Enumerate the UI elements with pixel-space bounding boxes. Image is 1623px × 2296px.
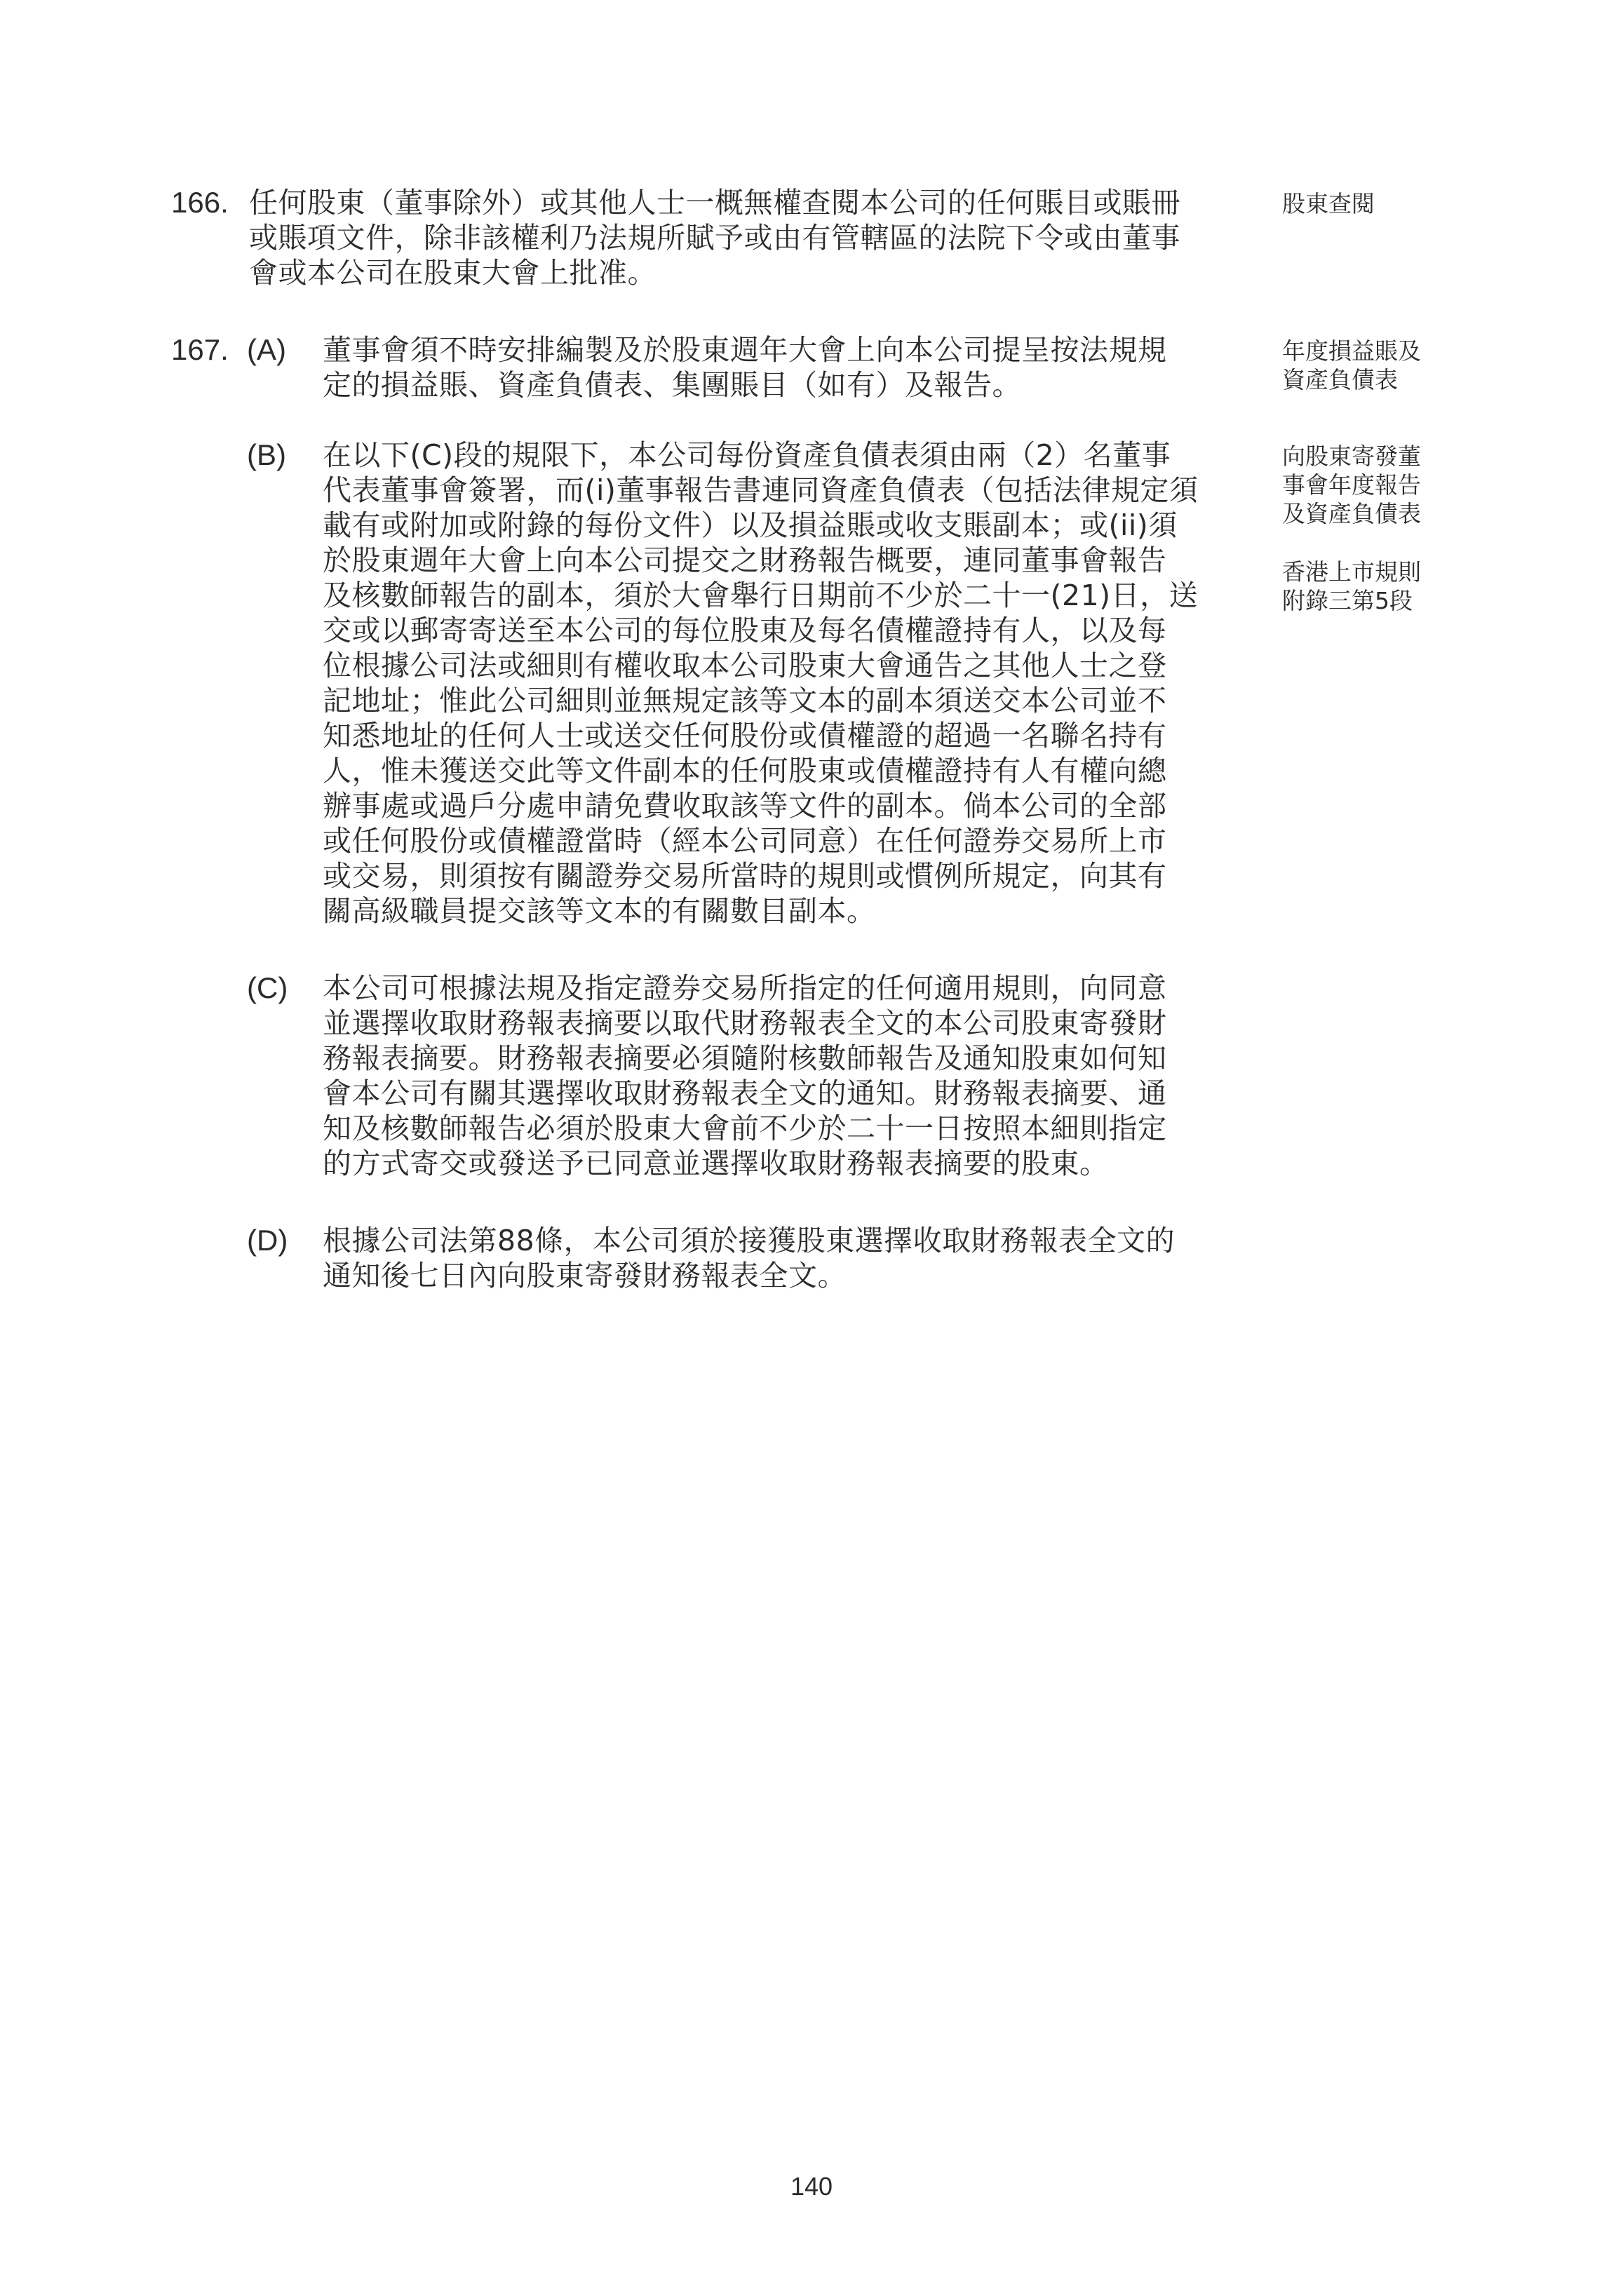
margin-note-dispatch-report-1: 向股東寄發董	[1282, 443, 1421, 470]
paragraph-d-line-1: 根據公司法第88條，本公司須於接獲股東選擇收取財務報表全文的	[323, 1224, 1176, 1257]
paragraph-b-line-10: 人，惟未獲送交此等文件副本的任何股東或債權證持有人有權向總	[323, 754, 1167, 788]
paragraph-a-label: (A)	[247, 333, 286, 366]
paragraph-b-line-3: 載有或附加或附錄的每份文件）以及損益賬或收支賬副本；或(ii)須	[323, 508, 1178, 542]
paragraph-d-label: (D)	[247, 1224, 288, 1257]
paragraph-b-line-7: 位根據公司法或細則有權收取本公司股東大會通告之其他人士之登	[323, 649, 1167, 682]
paragraph-b-line-11: 辦事處或過戶分處申請免費收取該等文件的副本。倘本公司的全部	[323, 789, 1167, 823]
margin-note-listing-rules-1: 香港上市規則	[1282, 558, 1421, 586]
paragraph-b-line-12: 或任何股份或債權證當時（經本公司同意）在任何證券交易所上市	[323, 824, 1167, 858]
paragraph-c-line-3: 務報表摘要。財務報表摘要必須隨附核數師報告及通知股東如何知	[323, 1041, 1167, 1075]
paragraph-b-line-1: 在以下(C)段的規限下，本公司每份資產負債表須由兩（2）名董事	[323, 438, 1171, 472]
article-166-line-1: 任何股東（董事除外）或其他人士一概無權查閱本公司的任何賬目或賬冊	[249, 186, 1180, 220]
paragraph-b-line-5: 及核數師報告的副本，須於大會舉行日期前不少於二十一(21)日，送	[323, 579, 1199, 612]
paragraph-b-label: (B)	[247, 438, 286, 471]
article-166-number: 166.	[171, 186, 229, 219]
paragraph-b-line-9: 知悉地址的任何人士或送交任何股份或債權證的超過一名聯名持有	[323, 719, 1167, 752]
margin-note-shareholder-inspection: 股東查閱	[1282, 190, 1375, 217]
paragraph-c-line-2: 並選擇收取財務報表摘要以取代財務報表全文的本公司股東寄發財	[323, 1006, 1167, 1040]
paragraph-a-line-2: 定的損益賬、資產負債表、集團賬目（如有）及報告。	[323, 368, 1021, 402]
margin-note-listing-rules-2: 附錄三第5段	[1282, 587, 1413, 614]
paragraph-c-line-1: 本公司可根據法規及指定證券交易所指定的任何適用規則，向同意	[323, 971, 1167, 1005]
article-167-number: 167.	[171, 333, 229, 366]
paragraph-c-line-6: 的方式寄交或發送予已同意並選擇收取財務報表摘要的股東。	[323, 1147, 1109, 1180]
paragraph-b-line-13: 或交易，則須按有關證券交易所當時的規則或慣例所規定，向其有	[323, 859, 1167, 893]
margin-note-annual-accounts-2: 資產負債表	[1282, 366, 1398, 393]
paragraph-d-line-2: 通知後七日內向股東寄發財務報表全文。	[323, 1259, 847, 1292]
paragraph-b-line-6: 交或以郵寄寄送至本公司的每位股東及每名債權證持有人，以及每	[323, 614, 1167, 647]
paragraph-c-line-5: 知及核數師報告必須於股東大會前不少於二十一日按照本細則指定	[323, 1112, 1167, 1145]
margin-note-annual-accounts-1: 年度損益賬及	[1282, 337, 1421, 365]
paragraph-a-line-1: 董事會須不時安排編製及於股東週年大會上向本公司提呈按法規規	[323, 333, 1167, 367]
paragraph-b-line-2: 代表董事會簽署，而(i)董事報告書連同資產負債表（包括法律規定須	[323, 473, 1199, 507]
paragraph-c-label: (C)	[247, 971, 288, 1004]
page-number: 140	[790, 2172, 833, 2201]
paragraph-c-line-4: 會本公司有關其選擇收取財務報表全文的通知。財務報表摘要、通	[323, 1076, 1167, 1110]
paragraph-b-line-14: 關高級職員提交該等文本的有關數目副本。	[323, 894, 876, 928]
margin-note-dispatch-report-3: 及資產負債表	[1282, 500, 1421, 527]
article-166-line-2: 或賬項文件，除非該權利乃法規所賦予或由有管轄區的法院下令或由董事	[249, 221, 1180, 255]
margin-note-dispatch-report-2: 事會年度報告	[1282, 471, 1421, 499]
article-166-line-3: 會或本公司在股東大會上批准。	[249, 256, 656, 290]
paragraph-b-line-4: 於股東週年大會上向本公司提交之財務報告概要，連同董事會報告	[323, 543, 1167, 577]
paragraph-b-line-8: 記地址；惟此公司細則並無規定該等文本的副本須送交本公司並不	[323, 684, 1167, 717]
